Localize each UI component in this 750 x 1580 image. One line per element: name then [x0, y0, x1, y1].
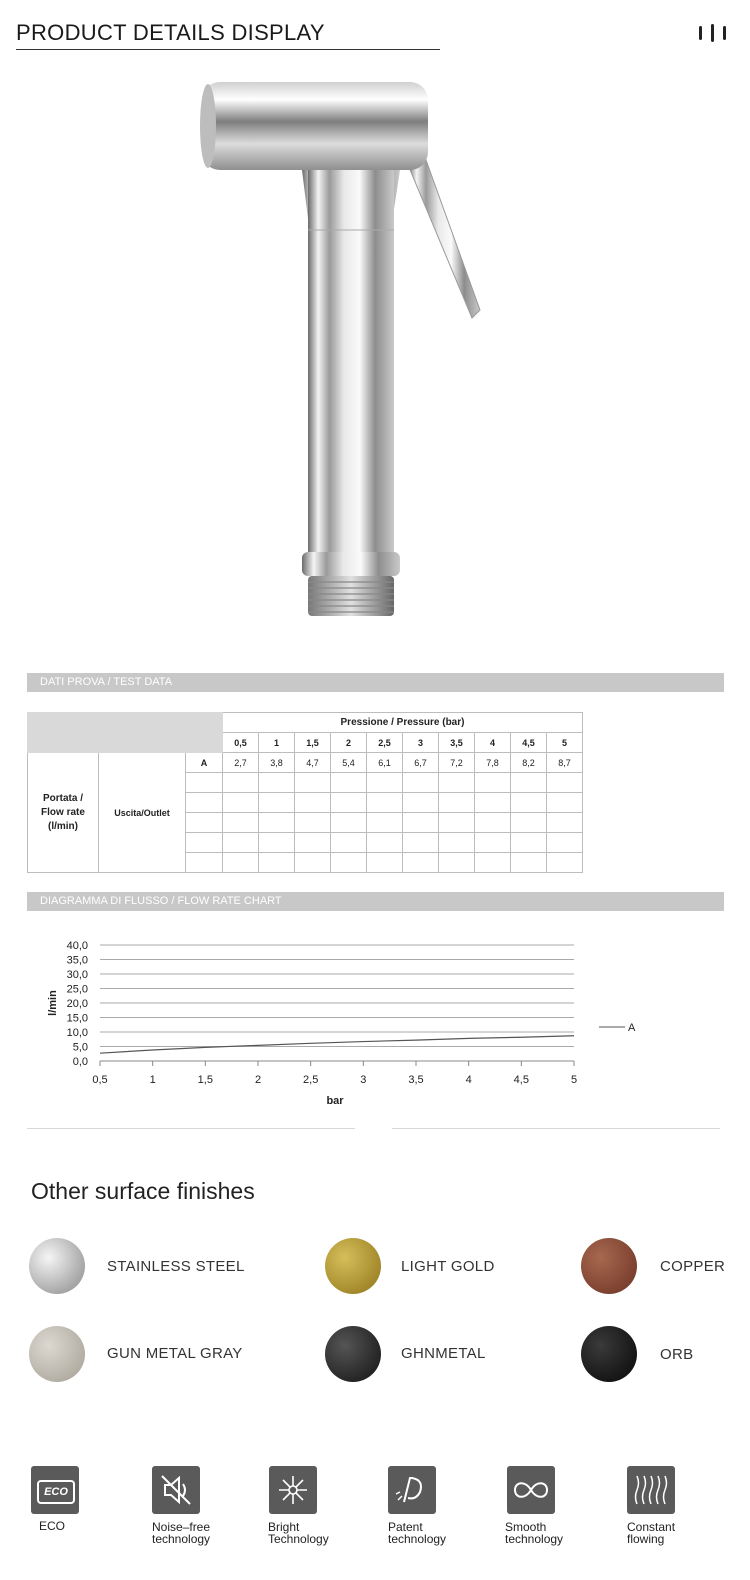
y-tick-label: 35,0: [66, 954, 88, 967]
finish-label: ORB: [660, 1346, 694, 1363]
page-title: PRODUCT DETAILS DISPLAY: [16, 20, 325, 45]
swatch-light-gold[interactable]: [325, 1238, 381, 1294]
flow-cell: 8,2: [511, 753, 547, 773]
feature-label: Smooth technology: [505, 1520, 564, 1546]
y-tick-label: 15,0: [66, 1012, 88, 1025]
flow-rate-chart: [27, 930, 667, 1115]
noise-free-icon: [152, 1466, 200, 1514]
y-tick-label: 5,0: [72, 1041, 88, 1054]
finish-label: LIGHT GOLD: [401, 1258, 495, 1275]
eco-icon: [31, 1466, 79, 1514]
finish-label: COPPER: [660, 1258, 726, 1275]
y-tick-label: 0,0: [72, 1056, 88, 1068]
patent-icon: [388, 1466, 436, 1514]
pressure-cell: 3,5: [439, 733, 475, 753]
finish-label: STAINLESS STEEL: [107, 1258, 245, 1275]
product-image: [190, 70, 500, 630]
pressure-cell: 2,5: [367, 733, 403, 753]
y-tick-label: 30,0: [66, 969, 88, 981]
flow-rate-label: Portata / Flow rate (l/min): [28, 753, 99, 873]
x-tick-label: 1: [149, 1074, 156, 1086]
pressure-cell: 4,5: [511, 733, 547, 753]
swatch-stainless-steel[interactable]: [29, 1238, 85, 1294]
y-axis-label: l/min: [47, 990, 59, 1016]
finish-label: GHNMETAL: [401, 1345, 486, 1362]
feature-label: Constant flowing: [627, 1520, 676, 1546]
x-tick-label: 2: [254, 1074, 262, 1086]
swatch-copper[interactable]: [581, 1238, 637, 1294]
finishes-title: Other surface finishes: [31, 1178, 255, 1204]
x-tick-label: 5: [570, 1074, 578, 1086]
flow-cell: 7,8: [475, 753, 511, 773]
section-divider: [27, 1128, 355, 1129]
flow-cell: 3,8: [259, 753, 295, 773]
outlet-label: Uscita/Outlet: [99, 753, 186, 873]
feature-label: Bright Technology: [268, 1520, 329, 1546]
flow-chart-band: DIAGRAMMA DI FLUSSO / FLOW RATE CHART: [27, 892, 724, 911]
smooth-icon: [507, 1466, 555, 1514]
finish-label: GUN METAL GRAY: [107, 1345, 243, 1362]
y-tick-label: 20,0: [66, 998, 88, 1010]
flow-cell: 6,7: [403, 753, 439, 773]
menu-bars-icon[interactable]: [699, 24, 727, 42]
pressure-cell: 2: [331, 733, 367, 753]
flow-cell: 5,4: [331, 753, 367, 773]
series-line-a: [100, 1036, 574, 1053]
pressure-cell: 5: [547, 733, 583, 753]
y-tick-label: 10,0: [66, 1027, 88, 1039]
flow-cell: 6,1: [367, 753, 403, 773]
test-data-band: DATI PROVA / TEST DATA: [27, 673, 724, 692]
x-tick-label: 2,5: [303, 1074, 319, 1086]
row-label-a: A: [186, 753, 223, 773]
title-underline: [16, 49, 440, 50]
flow-cell: 8,7: [547, 753, 583, 773]
flow-cell: 7,2: [439, 753, 475, 773]
eco-badge: ECO: [37, 1480, 75, 1504]
pressure-header: Pressione / Pressure (bar): [223, 713, 583, 733]
swatch-orb[interactable]: [581, 1326, 637, 1382]
y-tick-label: 25,0: [66, 983, 88, 996]
feature-label: ECO: [39, 1519, 66, 1533]
flow-cell: 2,7: [223, 753, 259, 773]
bright-icon: [269, 1466, 317, 1514]
x-axis-label: bar: [326, 1095, 344, 1107]
swatch-gun-metal-gray[interactable]: [29, 1326, 85, 1382]
pressure-cell: 1,5: [295, 733, 331, 753]
swatch-ghnmetal[interactable]: [325, 1326, 381, 1382]
feature-label: Patent technology: [388, 1520, 447, 1546]
pressure-cell: 3: [403, 733, 439, 753]
legend-label-a: A: [628, 1022, 636, 1034]
feature-label: Noise–free technology: [152, 1520, 211, 1546]
x-tick-label: 3,5: [408, 1074, 424, 1086]
section-divider: [392, 1128, 720, 1129]
table-corner: [28, 713, 223, 753]
constant-flow-icon: [627, 1466, 675, 1514]
pressure-cell: 1: [259, 733, 295, 753]
pressure-cell: 4: [475, 733, 511, 753]
x-tick-label: 0,5: [92, 1074, 108, 1086]
x-tick-label: 4: [465, 1074, 472, 1086]
test-data-table: [27, 712, 583, 873]
x-tick-label: 1,5: [197, 1074, 213, 1086]
table-row-a: [28, 753, 583, 773]
x-tick-label: 3: [360, 1074, 367, 1086]
x-tick-label: 4,5: [513, 1074, 529, 1086]
flow-cell: 4,7: [295, 753, 331, 773]
y-tick-label: 40,0: [66, 940, 88, 952]
pressure-cell: 0,5: [223, 733, 259, 753]
